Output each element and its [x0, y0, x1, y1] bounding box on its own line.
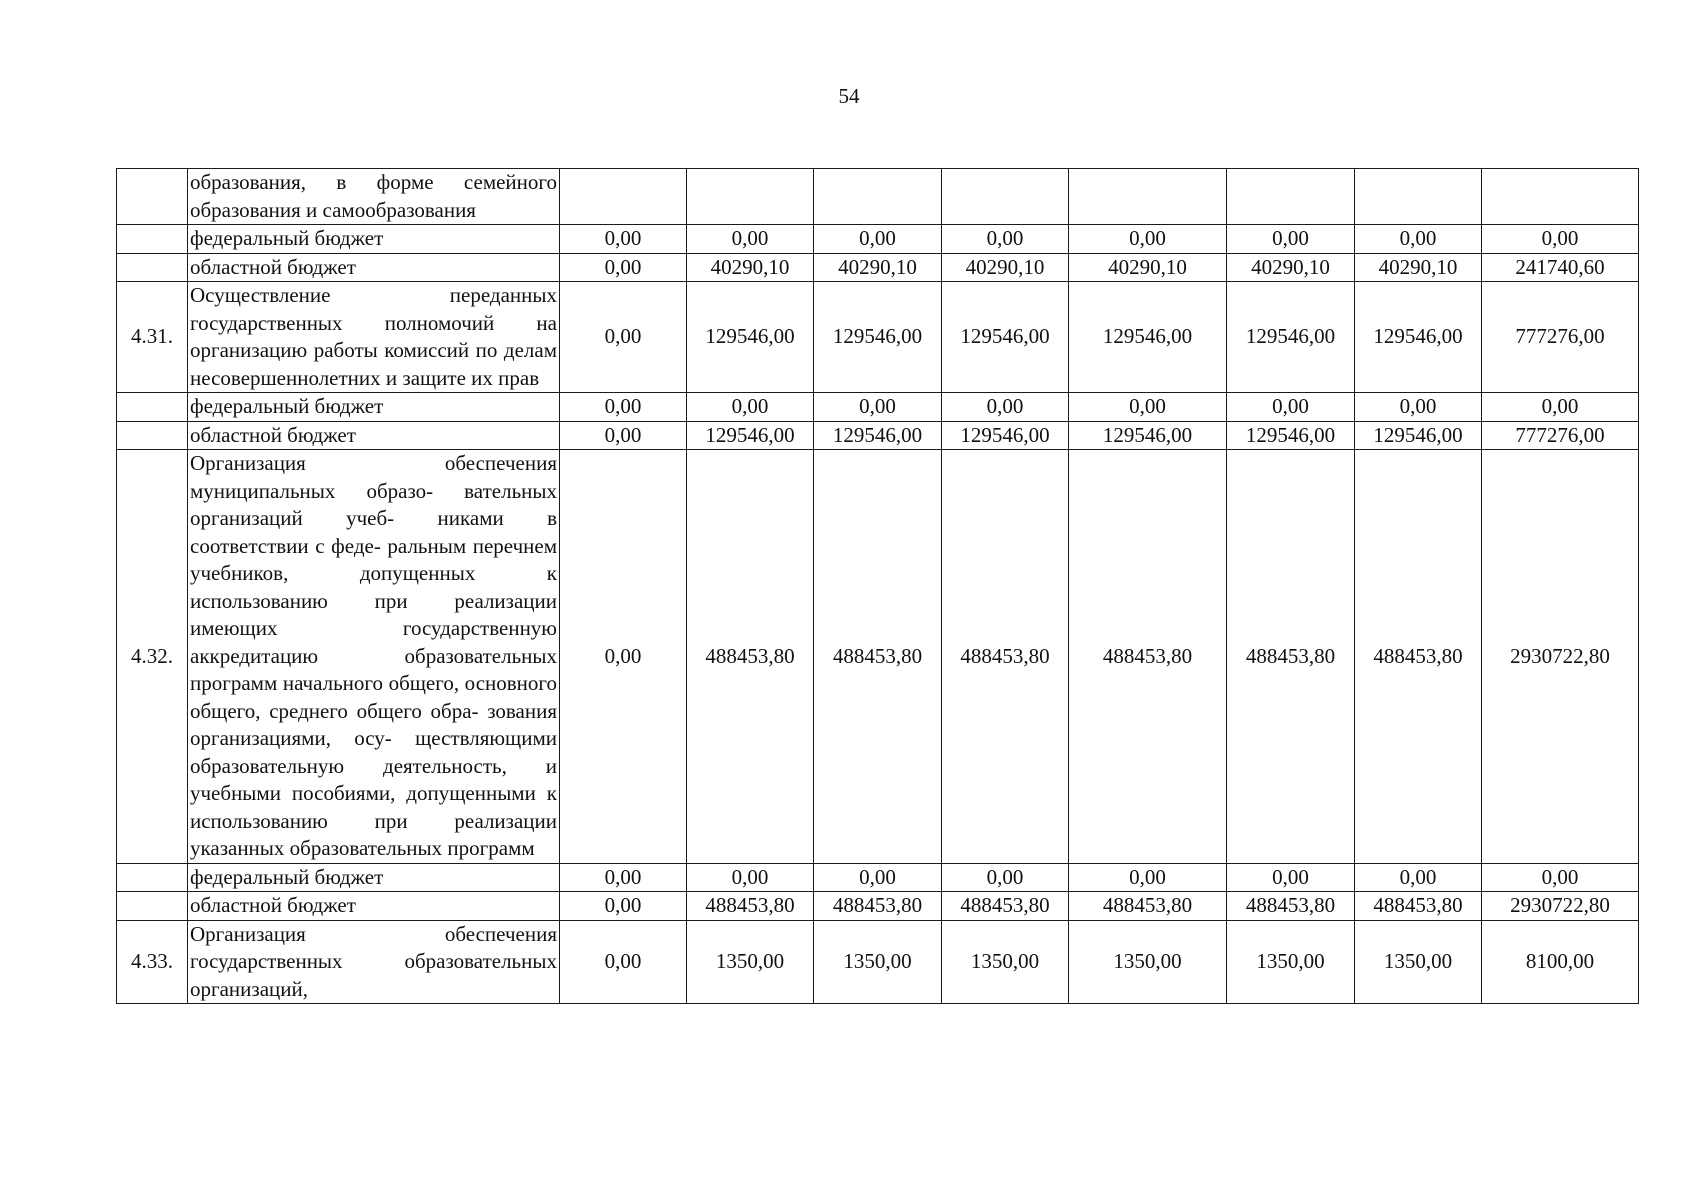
value-cell: 40290,10 [1355, 253, 1482, 282]
value-cell: 0,00 [687, 393, 814, 422]
value-cell: 0,00 [1355, 393, 1482, 422]
row-number [117, 892, 188, 921]
value-cell: 488453,80 [1227, 892, 1355, 921]
value-cell: 40290,10 [1069, 253, 1227, 282]
value-cell: 488453,80 [1355, 450, 1482, 864]
value-cell: 1350,00 [1069, 920, 1227, 1004]
value-cell: 488453,80 [1355, 892, 1482, 921]
value-cell: 0,00 [1482, 863, 1639, 892]
value-cell [942, 169, 1069, 225]
value-cell: 129546,00 [687, 282, 814, 393]
value-cell [1482, 169, 1639, 225]
value-cell: 488453,80 [1227, 450, 1355, 864]
row-number [117, 421, 188, 450]
row-number [117, 393, 188, 422]
value-cell: 129546,00 [942, 421, 1069, 450]
value-cell: 129546,00 [1227, 282, 1355, 393]
budget-source-label: областной бюджет [188, 892, 560, 921]
budget-table [116, 168, 1639, 1004]
table-row [117, 863, 1639, 892]
activity-description: Организация обеспечения государственных образовательных организаций, [188, 920, 560, 1004]
value-cell: 0,00 [942, 863, 1069, 892]
value-cell: 0,00 [1482, 393, 1639, 422]
value-cell: 0,00 [560, 225, 687, 254]
value-cell: 0,00 [560, 450, 687, 864]
value-cell: 1350,00 [1227, 920, 1355, 1004]
value-cell: 488453,80 [942, 450, 1069, 864]
value-cell [1227, 169, 1355, 225]
value-cell: 2930722,80 [1482, 450, 1639, 864]
budget-source-label: федеральный бюджет [188, 393, 560, 422]
value-cell: 0,00 [942, 393, 1069, 422]
value-cell: 129546,00 [1227, 421, 1355, 450]
value-cell: 241740,60 [1482, 253, 1639, 282]
value-cell: 488453,80 [1069, 892, 1227, 921]
value-cell: 40290,10 [814, 253, 942, 282]
value-cell: 0,00 [560, 863, 687, 892]
value-cell: 0,00 [1227, 393, 1355, 422]
value-cell: 0,00 [560, 920, 687, 1004]
value-cell: 1350,00 [814, 920, 942, 1004]
row-number [117, 169, 188, 225]
row-number: 4.31. [117, 282, 188, 393]
value-cell: 488453,80 [1069, 450, 1227, 864]
activity-description: Осуществление переданных государственных полномочий на организацию работы комиссий по делам несовершеннолетних и защите их прав [188, 282, 560, 393]
value-cell: 0,00 [560, 282, 687, 393]
value-cell: 129546,00 [814, 282, 942, 393]
value-cell: 488453,80 [687, 450, 814, 864]
value-cell [560, 169, 687, 225]
value-cell: 488453,80 [814, 892, 942, 921]
value-cell: 129546,00 [1069, 282, 1227, 393]
value-cell: 0,00 [1355, 225, 1482, 254]
value-cell: 0,00 [560, 421, 687, 450]
value-cell: 0,00 [814, 225, 942, 254]
value-cell: 0,00 [814, 393, 942, 422]
page-number: 54 [838, 84, 860, 108]
value-cell: 0,00 [814, 863, 942, 892]
row-number [117, 253, 188, 282]
value-cell: 0,00 [1227, 863, 1355, 892]
value-cell: 129546,00 [1355, 421, 1482, 450]
value-cell: 0,00 [560, 892, 687, 921]
value-cell: 129546,00 [814, 421, 942, 450]
value-cell: 1350,00 [942, 920, 1069, 1004]
value-cell: 488453,80 [687, 892, 814, 921]
value-cell [1355, 169, 1482, 225]
value-cell: 0,00 [1069, 225, 1227, 254]
value-cell: 0,00 [1482, 225, 1639, 254]
value-cell: 129546,00 [1355, 282, 1482, 393]
value-cell: 0,00 [1069, 863, 1227, 892]
table-row [117, 169, 1639, 225]
row-number: 4.32. [117, 450, 188, 864]
value-cell: 0,00 [560, 253, 687, 282]
value-cell: 1350,00 [1355, 920, 1482, 1004]
row-number [117, 225, 188, 254]
value-cell [687, 169, 814, 225]
row-number: 4.33. [117, 920, 188, 1004]
activity-description: образования, в форме семейного образования и самообразования [188, 169, 560, 225]
value-cell: 8100,00 [1482, 920, 1639, 1004]
table-row [117, 920, 1639, 1004]
table-row [117, 421, 1639, 450]
table-row [117, 282, 1639, 393]
value-cell: 777276,00 [1482, 282, 1639, 393]
value-cell: 0,00 [942, 225, 1069, 254]
value-cell: 0,00 [1355, 863, 1482, 892]
value-cell: 0,00 [1227, 225, 1355, 254]
value-cell: 129546,00 [1069, 421, 1227, 450]
value-cell: 0,00 [1069, 393, 1227, 422]
value-cell: 0,00 [560, 393, 687, 422]
budget-source-label: федеральный бюджет [188, 225, 560, 254]
table-row [117, 393, 1639, 422]
value-cell: 488453,80 [942, 892, 1069, 921]
value-cell: 40290,10 [942, 253, 1069, 282]
budget-source-label: областной бюджет [188, 421, 560, 450]
value-cell: 0,00 [687, 863, 814, 892]
table-row [117, 450, 1639, 864]
value-cell: 40290,10 [1227, 253, 1355, 282]
value-cell [1069, 169, 1227, 225]
row-number [117, 863, 188, 892]
value-cell: 40290,10 [687, 253, 814, 282]
value-cell: 129546,00 [687, 421, 814, 450]
budget-source-label: областной бюджет [188, 253, 560, 282]
value-cell [814, 169, 942, 225]
value-cell: 488453,80 [814, 450, 942, 864]
value-cell: 1350,00 [687, 920, 814, 1004]
table-row [117, 253, 1639, 282]
table-row [117, 225, 1639, 254]
table-body [117, 169, 1639, 1004]
value-cell: 0,00 [687, 225, 814, 254]
table-row [117, 892, 1639, 921]
value-cell: 777276,00 [1482, 421, 1639, 450]
value-cell: 129546,00 [942, 282, 1069, 393]
value-cell: 2930722,80 [1482, 892, 1639, 921]
budget-source-label: федеральный бюджет [188, 863, 560, 892]
activity-description: Организация обеспечения муниципальных образо- вательных организаций учеб- никами в соответствии с феде- ральным перечнем учебников, допущенных к использованию при реализации имеющих государственную аккредитацию образовательных программ начального общего, основного общего, среднего общего обра- зования организациями, осу- ществляющими образовательную деятельность, и учебными пособиями, допущенными к использованию при реализации указанных образовательных программ [188, 450, 560, 864]
